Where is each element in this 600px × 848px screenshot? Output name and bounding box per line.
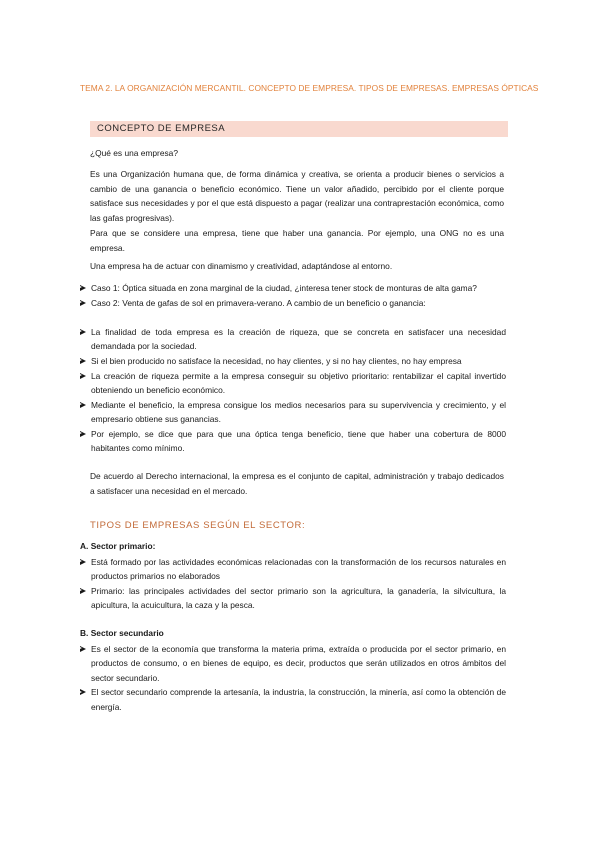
- sector-secundario-label: B. Sector secundario: [80, 628, 164, 638]
- concepto-paragraph-3: [90, 259, 504, 274]
- concepto-closing: [90, 469, 504, 498]
- secundario-list: [80, 642, 506, 714]
- concepto-paragraph-2: [90, 226, 504, 255]
- arrow-bullet-icon: [80, 588, 86, 594]
- arrow-bullet-icon: [80, 559, 86, 565]
- paragraph: Es una Organización humana que, de forma dinámica y creativa, se orienta a producir bienes o servicios a cambio de una ganancia o beneficio económico. Tiene un valor añadido, percibido por el cliente porque satisface sus necesidades y por el que está dispuesto a pagar (realizar una contraprestación económica, como las gafas progresivas).: [90, 169, 504, 223]
- list-item: Mediante el beneficio, la empresa consigue los medios necesarios para su supervivencia y crecimiento, y el empresario obtiene sus ganancias.: [80, 398, 506, 427]
- list-item: La creación de riqueza permite a la empresa conseguir su objetivo prioritario: rentabilizar el capital invertido obteniendo un beneficio económico.: [80, 369, 506, 398]
- arrow-bullet-icon: [80, 358, 86, 364]
- section-heading-tipos: TIPOS DE EMPRESAS SEGÚN EL SECTOR:: [90, 520, 306, 531]
- list-item: Caso 1: Óptica situada en zona marginal de la ciudad, ¿interesa tener stock de monturas de alta gama?: [80, 281, 506, 295]
- list-item: Si el bien producido no satisface la necesidad, no hay clientes, y si no hay clientes, no hay empresa: [80, 354, 506, 368]
- list-item: Es el sector de la economía que transforma la materia prima, extraída o producida por el sector primario, en productos de consumo, o en bienes de equipo, es decir, productos que serán utilizados en otros ámbitos del sector secundario.: [80, 642, 506, 685]
- primario-list: [80, 555, 506, 613]
- paragraph: Para que se considere una empresa, tiene que haber una ganancia. Por ejemplo, una ONG no es una empresa.: [90, 228, 504, 253]
- concepto-question: ¿Qué es una empresa?: [90, 148, 178, 158]
- cases-list: [80, 281, 506, 310]
- list-item: Caso 2: Venta de gafas de sol en primavera-verano. A cambio de un beneficio o ganancia:: [80, 296, 506, 310]
- section-heading-concepto: CONCEPTO DE EMPRESA: [90, 121, 508, 137]
- document-title: TEMA 2. LA ORGANIZACIÓN MERCANTIL. CONCEPTO DE EMPRESA. TIPOS DE EMPRESAS. EMPRESAS ÓPTICAS: [80, 83, 539, 93]
- arrow-bullet-icon: [80, 431, 86, 437]
- list-item: Por ejemplo, se dice que para que una óptica tenga beneficio, tiene que haber una cobertura de 8000 habitantes como mínimo.: [80, 427, 506, 456]
- arrow-bullet-icon: [80, 689, 86, 695]
- concepto-question-block: [90, 146, 504, 161]
- list-item: Primario: las principales actividades del sector primario son la agricultura, la ganadería, la silvicultura, la apicultura, la acuicultura, la caza y la pesca.: [80, 584, 506, 613]
- paragraph: De acuerdo al Derecho internacional, la empresa es el conjunto de capital, administración y trabajo dedicados a satisfacer una necesidad en el mercado.: [90, 471, 504, 496]
- arrow-bullet-icon: [80, 329, 86, 335]
- arrow-bullet-icon: [80, 646, 86, 652]
- arrow-bullet-icon: [80, 402, 86, 408]
- list-item: La finalidad de toda empresa es la creación de riqueza, que se concreta en satisfacer una necesidad demandada por la sociedad.: [80, 325, 506, 354]
- list-item: Está formado por las actividades económicas relacionadas con la transformación de los recursos naturales en productos primarios no elaborados: [80, 555, 506, 584]
- paragraph: Una empresa ha de actuar con dinamismo y creatividad, adaptándose al entorno.: [90, 261, 393, 271]
- concepto-paragraph-1: [90, 167, 504, 225]
- list-item: El sector secundario comprende la artesanía, la industria, la construcción, la minería, así como la obtención de energía.: [80, 685, 506, 714]
- sector-primario-label: A. Sector primario:: [80, 541, 156, 551]
- points-list: [80, 325, 506, 456]
- arrow-bullet-icon: [80, 300, 86, 306]
- arrow-bullet-icon: [80, 285, 86, 291]
- arrow-bullet-icon: [80, 373, 86, 379]
